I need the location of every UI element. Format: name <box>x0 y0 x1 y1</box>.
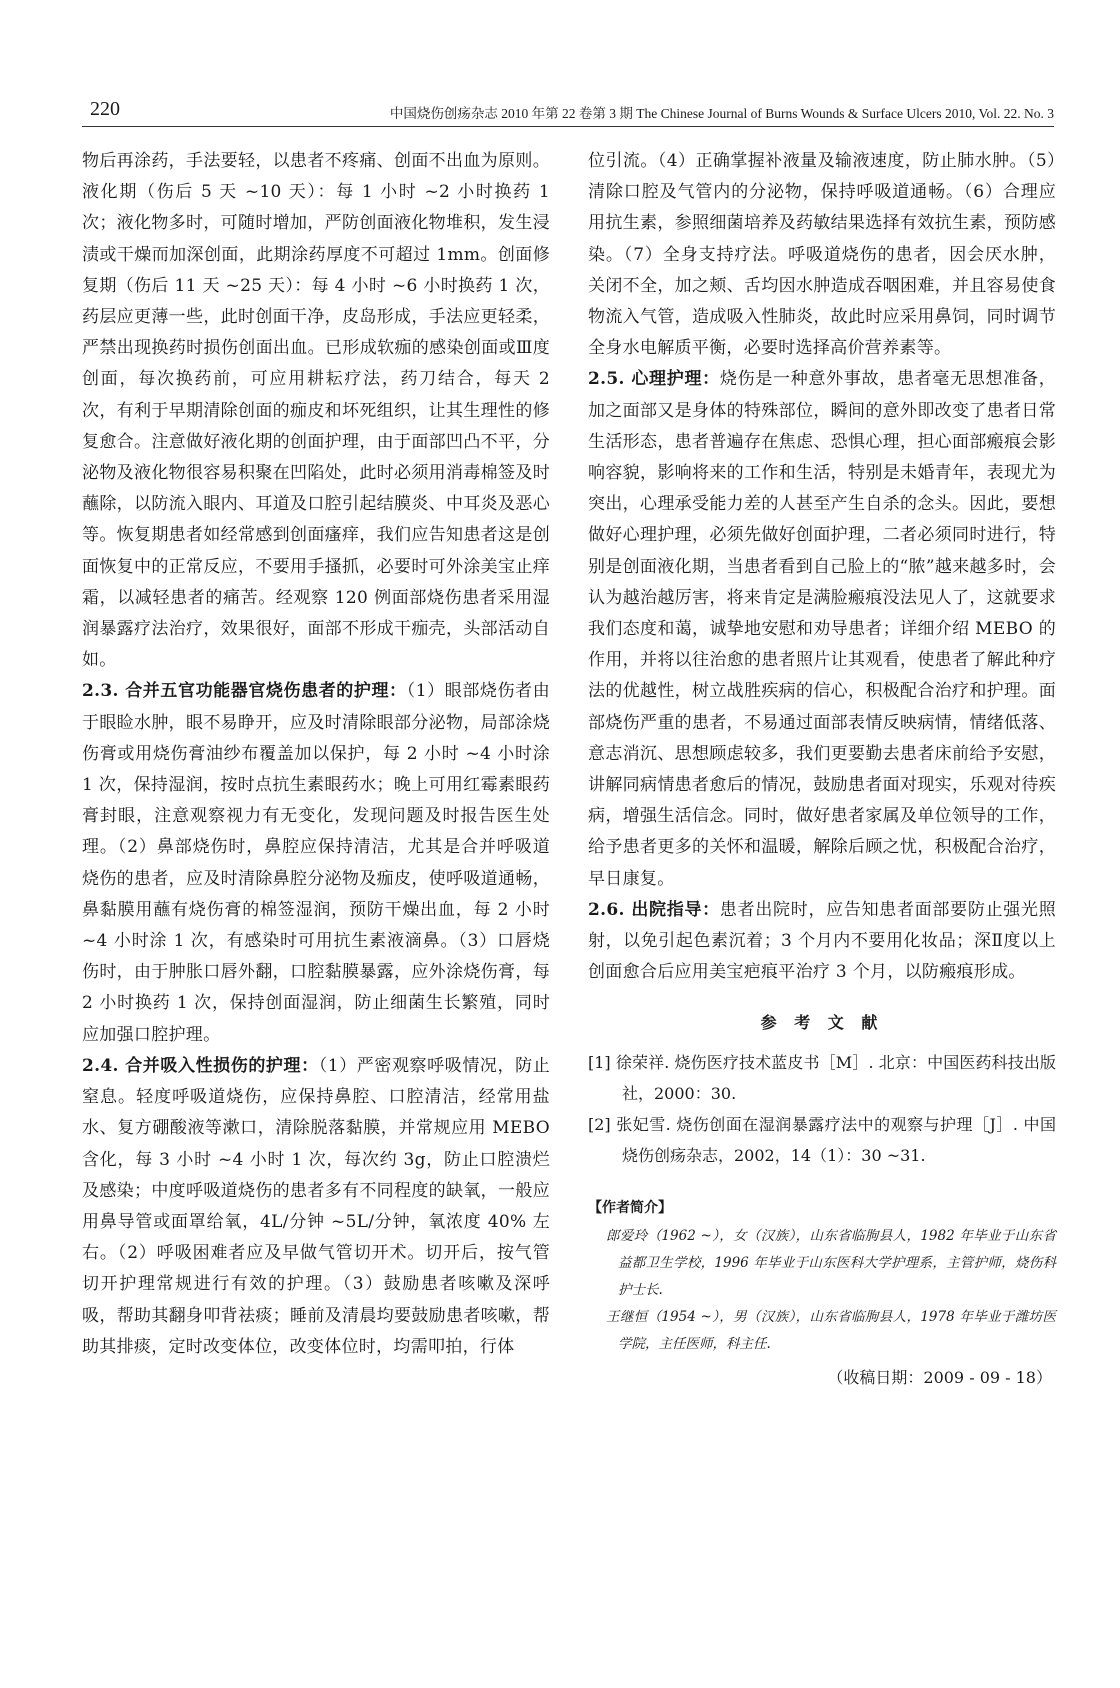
running-head: 中国烧伤创疡杂志 2010 年第 22 卷第 3 期 The Chinese Journal of Burns Wounds & Surface Ulcers 2010, Vol. 22. No. 3 <box>389 106 1054 121</box>
reference-item: [2] 张妃雪. 烧伤创面在湿润暴露疗法中的观察与护理［J］. 中国烧伤创疡杂志，2002，14（1）：30 ~31. <box>588 1115 1056 1166</box>
received-date: （收稿日期：2009 - 09 - 18） <box>827 1368 1052 1388</box>
references-title: 参 考 文 献 <box>760 1013 884 1033</box>
paragraph: 物后再涂药，手法要轻，以患者不疼痛、创面不出血为原则。液化期（伤后 5 天 ~10 天）：每 1 小时 ~2 小时换药 1 次；液化物多时，可随时增加，严防创面液化物堆积，发生浸渍或干燥而加深创面，此期涂药厚度不可超过 1mm。创面修复期（伤后 11 天 ~25 天）：每 4 小时 ~6 小时换药 1 次，药层应更薄一些，此时创面干净，皮岛形成，手法应更轻柔，严禁出现换药时损伤创面出血。已形成软痂的感染创面或Ⅲ度创面，每次换药前，可应用耕耘疗法，药刀结合，每天 2 次，有利于早期清除创面的痂皮和坏死组织，让其生理性的修复愈合。注意做好液化期的创面护理，由于面部凹凸不平，分泌物及液化物很容易积聚在凹陷处，此时必须用消毒棉签及时蘸除，以防流入眼内、耳道及口腔引起结膜炎、中耳炎及恶心等。恢复期患者如经常感到创面瘙痒，我们应告知患者这是创面恢复中的正常反应，不要用手搔抓，必要时可外涂美宝止痒霜，以减轻患者的痛苦。经观察 120 例面部烧伤患者采用湿润暴露疗法治疗，效果很好，面部不形成干痂壳，头部活动自如。 <box>82 151 550 671</box>
section-2-6 <box>588 895 1056 989</box>
section-2-3 <box>82 676 550 1050</box>
section-heading: 2.5. 心理护理： <box>588 369 720 390</box>
section-heading: 2.6. 出院指导： <box>588 899 720 920</box>
author-bio: 郎爱玲（1962 ~），女（汉族），山东省临朐县人，1982 年毕业于山东省益都卫生学校，1996 年毕业于山东医科大学护理系，主管护师，烧伤科护士长. <box>606 1228 1056 1299</box>
section-text: （1）严密观察呼吸情况，防止窒息。轻度呼吸道烧伤，应保持鼻腔、口腔清洁，经常用盐水、复方硼酸液等漱口，清除脱落黏膜，并常规应用 MEBO 含化，每 3 小时 ~4 小时 1 次，每次约 3g，防止口腔溃烂及感染；中度呼吸道烧伤的患者多有不同程度的缺氧，一般应用鼻导管或面罩给氧，4L/分钟 ~5L/分钟，氧浓度 40% 左右。（2）呼吸困难者应及早做气管切开术。切开后，按气管切开护理常规进行有效的护理。（3）鼓励患者咳嗽及深呼吸，帮助其翻身叩背祛痰；睡前及清晨均要鼓励患者咳嗽，帮助其排痰，定时改变体位，改变体位时，均需叩拍，行体 <box>82 1055 550 1357</box>
author-bio: 王继恒（1954 ~），男（汉族），山东省临朐县人，1978 年毕业于潍坊医学院，主任医师，科主任. <box>606 1309 1056 1353</box>
page-number: 220 <box>90 98 120 120</box>
left-column <box>82 146 550 1363</box>
page-header <box>82 96 1054 127</box>
paragraph: 位引流。（4）正确掌握补液量及输液速度，防止肺水肿。（5）清除口腔及气管内的分泌物，保持呼吸道通畅。（6）合理应用抗生素，参照细菌培养及药敏结果选择有效抗生素，预防感染。（7）全身支持疗法。呼吸道烧伤的患者，因会厌水肿，关闭不全，加之颊、舌均因水肿造成吞咽困难，并且容易使食物流入气管，造成吸入性肺炎，故此时应采用鼻饲，同时调节全身水电解质平衡，必要时选择高价营养素等。 <box>588 151 1056 359</box>
section-2-5 <box>588 364 1056 894</box>
section-heading: 2.4. 合并吸入性损伤的护理： <box>82 1055 319 1076</box>
author-bio-title: 【作者简介】 <box>588 1200 672 1217</box>
right-column <box>588 146 1056 1392</box>
section-text: 患者出院时，应告知患者面部要防止强光照射，以免引起色素沉着；3 个月内不要用化妆品；深Ⅱ度以上创面愈合后应用美宝疤痕平治疗 3 个月，以防瘢痕形成。 <box>588 899 1056 983</box>
section-text: 烧伤是一种意外事故，患者毫无思想准备，加之面部又是身体的特殊部位，瞬间的意外即改变了患者日常生活形态，患者普遍存在焦虑、恐惧心理，担心面部瘢痕会影响容貌，影响将来的工作和生活，特别是未婚青年，表现尤为突出，心理承受能力差的人甚至产生自杀的念头。因此，要想做好心理护理，必须先做好创面护理，二者必须同时进行，特别是创面液化期，当患者看到自己脸上的“脓”越来越多时，会认为越治越厉害，将来肯定是满脸瘢痕没法见人了，这就要求我们态度和蔼，诚挚地安慰和劝导患者；详细介绍 MEBO 的作用，并将以往治愈的患者照片让其观看，使患者了解此种疗法的优越性，树立战胜疾病的信心，积极配合治疗和护理。面部烧伤严重的患者，不易通过面部表情反映病情，情绪低落、意志消沉、思想顾虑较多，我们更要勤去患者床前给予安慰，讲解同病情患者愈后的情况，鼓励患者面对现实，乐观对待疾病，增强生活信念。同时，做好患者家属及单位领导的工作，给予患者更多的关怀和温暖，解除后顾之忧，积极配合治疗，早日康复。 <box>588 369 1056 889</box>
section-heading: 2.3. 合并五官功能器官烧伤患者的护理： <box>82 681 407 702</box>
section-text: （1）眼部烧伤者由于眼睑水肿，眼不易睁开，应及时清除眼部分泌物，局部涂烧伤膏或用烧伤膏油纱布覆盖加以保护，每 2 小时 ~4 小时涂 1 次，保持湿润，按时点抗生素眼药水；晚上可用红霉素眼药膏封眼，注意观察视力有无变化，发现问题及时报告医生处理。（2）鼻部烧伤时，鼻腔应保持清洁，尤其是合并呼吸道烧伤的患者，应及时清除鼻腔分泌物及痂皮，使呼吸道通畅，鼻黏膜用蘸有烧伤膏的棉签湿润，预防干燥出血，每 2 小时 ~4 小时涂 1 次，有感染时可用抗生素液滴鼻。（3）口唇烧伤时，由于肿胀口唇外翻，口腔黏膜暴露，应外涂烧伤膏，每 2 小时换药 1 次，保持创面湿润，防止细菌生长繁殖，同时应加强口腔护理。 <box>82 681 550 1045</box>
reference-item: [1] 徐荣祥. 烧伤医疗技术蓝皮书［M］. 北京：中国医药科技出版社，2000：30. <box>588 1053 1056 1104</box>
section-2-4 <box>82 1051 550 1363</box>
